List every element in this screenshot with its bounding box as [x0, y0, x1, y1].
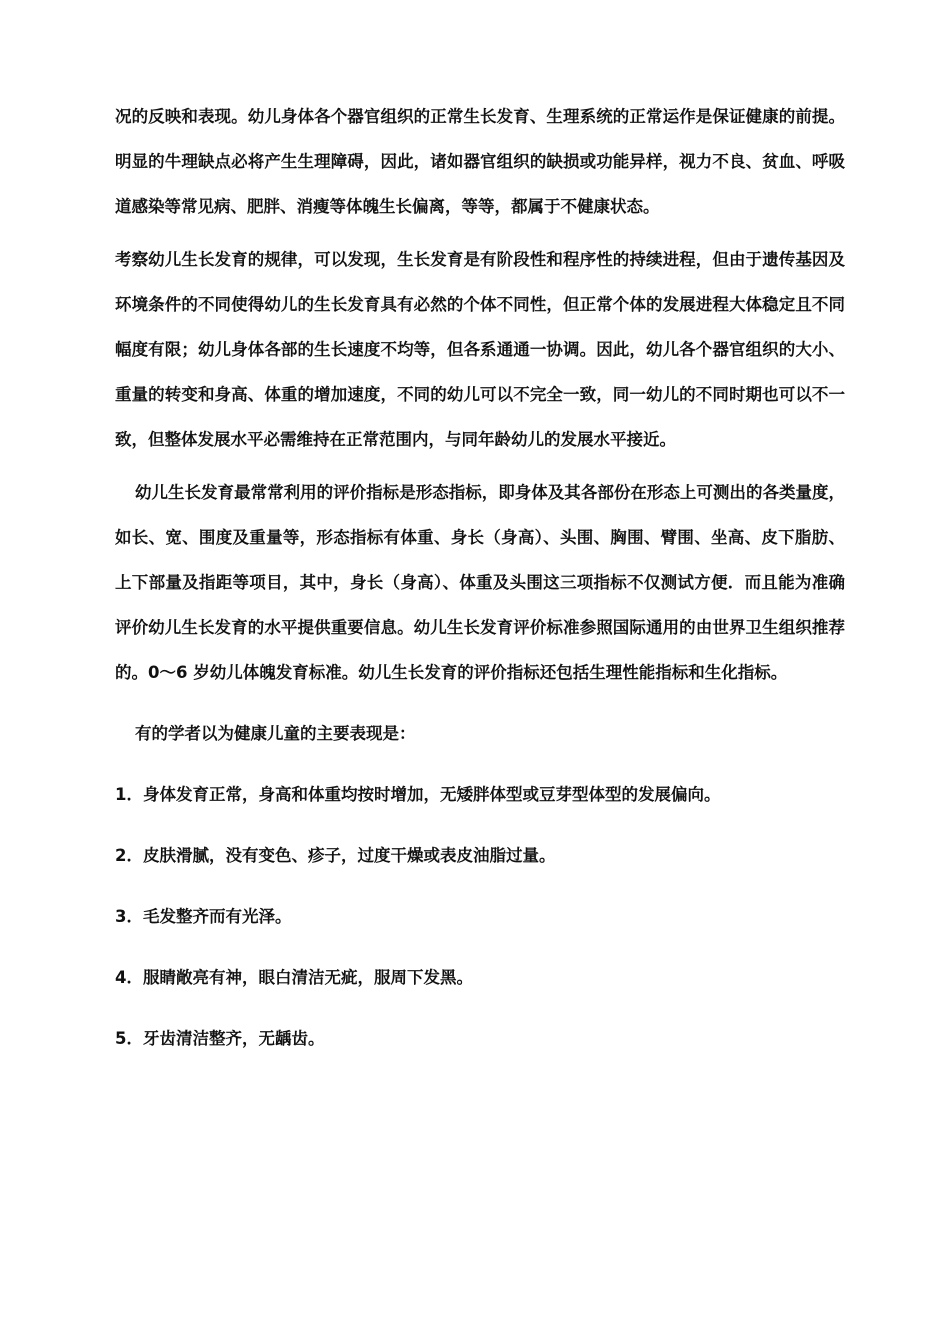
paragraph-healthy-child-intro: 有的学者以为健康儿童的主要表现是： — [135, 724, 416, 743]
list-item: 5．牙齿清洁整齐，无龋齿。 — [115, 1029, 325, 1048]
document-body — [115, 94, 845, 1077]
paragraph-evaluation-indicators: 幼儿生长发育最常常利用的评价指标是形态指标，即身体及其各部份在形态上可测出的各类量度，如长、宽、围度及重量等，形态指标有体重、身长（身高）、头围、胸围、臂围、坐高、皮下脂肪、上下部量及指距等项目，其中，身长（身高）、体重及头围这三项指标不仅测试方便．而且能为准确评价幼儿生长发育的水平提供重要信息。幼儿生长发育评价标准参照国际通用的由世界卫生组织推荐的。0～6 岁幼儿体魄发育标准。幼儿生长发育的评价指标还包括生理性能指标和生化指标。 — [115, 483, 845, 682]
paragraph-growth-rules: 考察幼儿生长发育的规律，可以发现，生长发育是有阶段性和程序性的持续进程，但由于遗传基因及环境条件的不同使得幼儿的生长发育具有必然的个体不同性，但正常个体的发展进程大体稳定且不同幅度有限；幼儿身体各部的生长速度不均等，但各系通通一协调。因此，幼儿各个器官组织的大小、重量的转变和身高、体重的增加速度，不同的幼儿可以不完全一致，同一幼儿的不同时期也可以不一致，但整体发展水平必需维持在正常范围内，与同年龄幼儿的发展水平接近。 — [115, 250, 845, 449]
healthy-child-list — [115, 772, 845, 1061]
list-item: 1．身体发育正常，身高和体重均按时增加，无矮胖体型或豆芽型体型的发展偏向。 — [115, 785, 721, 804]
list-item: 3．毛发整齐而有光泽。 — [115, 907, 292, 926]
list-item: 4．服睛敞亮有神，眼白清洁无疵，服周下发黑。 — [115, 968, 473, 987]
list-item: 2．皮肤滑腻，没有变色、疹子，过度干燥或表皮油脂过量。 — [115, 846, 556, 865]
paragraph-health-state: 况的反映和表现。幼儿身体各个器官组织的正常生长发育、生理系统的正常运作是保证健康的前提。明显的牛理缺点必将产生生理障碍，因此，诸如器官组织的缺损或功能异样，视力不良、贫血、呼吸道感染等常见病、肥胖、消瘦等体魄生长偏离，等等，都属于不健康状态。 — [115, 107, 845, 216]
